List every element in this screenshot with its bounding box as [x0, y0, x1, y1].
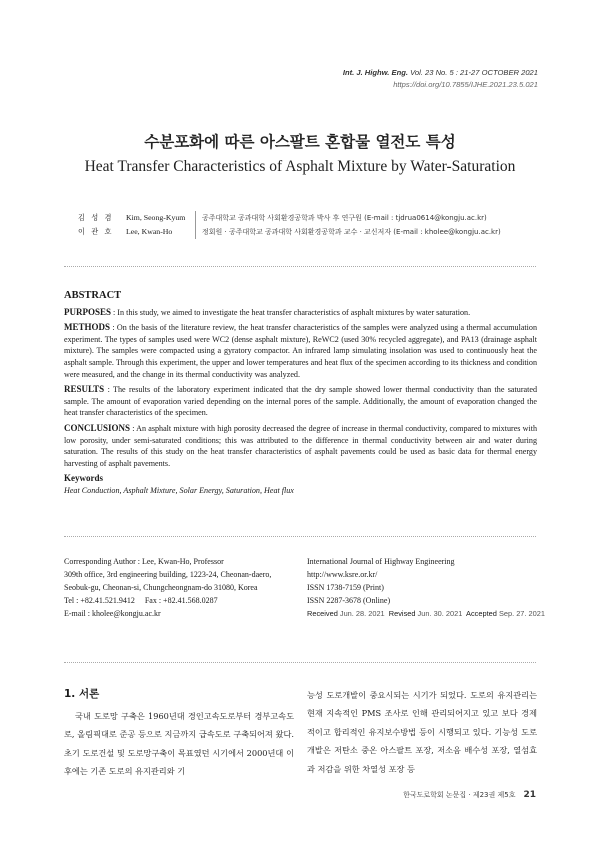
- corr-email[interactable]: E-mail : kholee@kongju.ac.kr: [64, 609, 161, 618]
- section-heading: 1. 서론: [64, 688, 100, 700]
- title-korean: 수분포화에 따른 아스팔트 혼합물 열전도 특성: [144, 133, 456, 151]
- keywords-heading: Keywords: [64, 473, 103, 484]
- author-english-name: Lee, Kwan-Ho: [126, 227, 173, 236]
- received-date: Jun. 28. 2021: [339, 609, 385, 618]
- issn-online: ISSN 2287-3678 (Online): [307, 596, 391, 605]
- footer-journal: 한국도로학회 논문집 · 제23권 제5호: [403, 791, 516, 799]
- corr-author: Corresponding Author : Lee, Kwan-Ho, Professor: [64, 557, 224, 566]
- methods-label: METHODS: [64, 322, 111, 333]
- correspondence-block: [64, 555, 271, 620]
- page-number: 21: [523, 790, 536, 800]
- journal-info-block: [307, 555, 545, 620]
- purposes-text: : In this study, we aimed to investigate the heat transfer characteristics of asphalt mixtures by water saturation.: [111, 307, 471, 317]
- page-footer: [403, 790, 536, 800]
- conclusions-label: CONCLUSIONS: [64, 422, 131, 433]
- dotted-divider: [64, 536, 536, 537]
- journal-url[interactable]: http://www.ksre.or.kr/: [307, 570, 378, 579]
- author-divider: [195, 211, 196, 239]
- abstract-heading: ABSTRACT: [64, 290, 122, 301]
- conclusions-text: : An asphalt mixture with high porosity decreased the degree of increase in thermal conductivity, compared to mixtures with low porosity, under semi-saturated conditions; this was attributed to the difference in thermal conductivity between air and water during saturation. The results of this study on the heat transfer characteristics of asphalt pavements could be used as basic data for thermal energy harvesting of asphalt pavements.: [64, 423, 537, 468]
- keywords-text: Heat Conduction, Asphalt Mixture, Solar Energy, Saturation, Heat flux: [64, 485, 294, 495]
- results-text: : The results of the laboratory experiment indicated that the dry sample showed lower thermal conductivity than the saturated sample. The amount of evaporation varied depending on the internal pores of the sample. Additionally, the amount of evaporation changed the heat transfer characteristics of the specimen.: [64, 385, 537, 418]
- issn-print: ISSN 1738-7159 (Print): [307, 583, 384, 592]
- abstract-purposes: [64, 307, 537, 319]
- abstract: [64, 290, 537, 497]
- journal-issue: Vol. 23 No. 5 : 21-27 OCTOBER 2021: [410, 68, 538, 77]
- accepted-date: Sep. 27. 2021: [498, 609, 545, 618]
- revised-date: Jun. 30. 2021: [417, 609, 463, 618]
- corr-address-2: Seobuk-gu, Cheonan-si, Chungcheongnam-do 31080, Korea: [64, 583, 258, 592]
- author-english-name: Kim, Seong-Kyum: [126, 213, 186, 222]
- author-affiliation: 정회원 · 공주대학교 공과대학 사회환경공학과 교수 · 교신저자 (E-mail : kholee@kongju.ac.kr): [202, 228, 501, 236]
- author-korean-name: 이 관 호: [78, 227, 114, 236]
- results-label: RESULTS: [64, 384, 105, 395]
- methods-text: : On the basis of the literature review, the heat transfer characteristics of the samples were analyzed using a thermal accumulation experiment. The types of samples used were WC2 (dense asphalt mixture), ReWC2 (used 30% recycled aggregate), and PA13 (drainage asphalt mixture). The samples were compacted using a gyratory compactor. An infrared lamp simulating insolation was used to continuously heat the asphalt sample. Through this experiment, the upper and lower temperatures and heat flux of the specimen according to its thickness and condition were measured, and the change in its thermal conductivity was analyzed.: [64, 323, 537, 379]
- dotted-divider: [64, 266, 536, 267]
- abstract-conclusions: [64, 423, 537, 469]
- purposes-label: PURPOSES: [64, 306, 112, 317]
- doi-link[interactable]: https://doi.org/10.7855/IJHE.2021.23.5.021: [393, 80, 538, 89]
- accepted-label: Accepted: [466, 609, 497, 618]
- journal-header: [343, 67, 538, 91]
- journal-full-name: International Journal of Highway Engineering: [307, 557, 455, 566]
- abstract-results: [64, 384, 537, 419]
- submission-dates: [307, 607, 545, 620]
- abstract-methods: [64, 322, 537, 380]
- body-text-right: 능성 도로개발이 중요시되는 시기가 되었다. 도로의 유지관리는 현재 지속적인 PMS 조사로 인해 관리되어지고 있고 보다 경제적이고 합리적인 유지보수방법 등이 시행되고 있다. 기능성 도로개발은 저탄소 중온 아스팔트 포장, 저소음 배수성 포장, 열섬효과 저감을 위한 차열성 포장 등: [307, 690, 537, 774]
- corr-phone: Tel : +82.41.521.9412 Fax : +82.41.568.0287: [64, 596, 218, 605]
- title-english: Heat Transfer Characteristics of Asphalt Mixture by Water-Saturation: [84, 158, 516, 175]
- author-korean-name: 김 성 겸: [78, 213, 114, 222]
- body-text-left: 국내 도로망 구축은 1960년대 경인고속도로부터 경부고속도로, 올림픽대로 준공 등으로 지금까지 급속도로 구축되어져 왔다. 초기 도로건설 및 도로망구축이 목표였던 시기에서 2000년대 이후에는 기존 도로의 유지관리와 기: [64, 711, 294, 777]
- dotted-divider: [64, 662, 536, 663]
- journal-name: Int. J. Highw. Eng.: [342, 68, 408, 77]
- revised-label: Revised: [388, 609, 416, 618]
- received-label: Received: [307, 609, 338, 618]
- author-affiliation: 공주대학교 공과대학 사회환경공학과 박사 후 연구원 (E-mail : tjdrua0614@kongju.ac.kr): [202, 214, 487, 222]
- corr-address-1: 309th office, 3rd engineering building, 1223-24, Cheonan-daero,: [64, 570, 272, 579]
